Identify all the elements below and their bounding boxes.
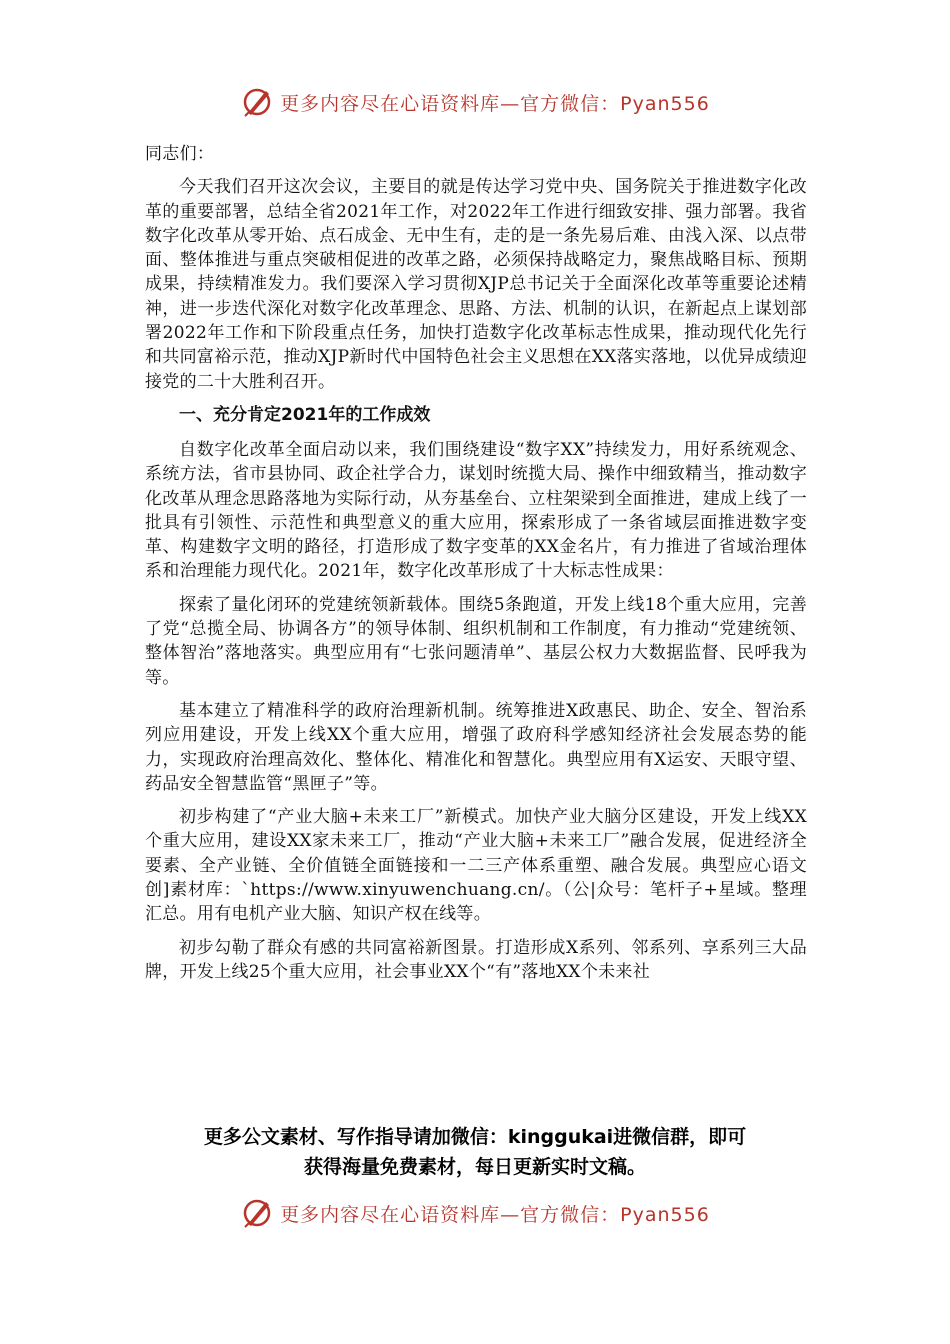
- promo-notice: [0, 1122, 950, 1182]
- document-body: [145, 142, 807, 993]
- footer-banner-text: 更多内容尽在心语资料库—官方微信：Pyan556: [280, 1203, 710, 1226]
- achievement-paragraph: 初步构建了“产业大脑+未来工厂”新模式。加快产业大脑分区建设，开发上线XX个重大应用，建设XX家未来工厂，推动“产业大脑+未来工厂”融合发展，促进经济全要素、全产业链、全价值链全面链接和一二三产体系重塑、融合发展。典型应心语文创]素材库：`https://www.xinyuwenchuang.cn/。（公|众号：笔杆子+星域。整理汇总。用有电机产业大脑、知识产权在线等。: [145, 807, 807, 925]
- promo-line: 更多公文素材、写作指导请加微信：kinggukai进微信群，即可: [203, 1126, 747, 1148]
- wechat-handle: Pyan556: [620, 1203, 710, 1226]
- section-heading: 一、充分肯定2021年的工作成效: [179, 404, 431, 425]
- header-banner-text: 更多内容尽在心语资料库—官方微信：Pyan556: [280, 92, 710, 115]
- quill-pen-logo-icon: [240, 85, 274, 119]
- achievement-paragraph: 探索了量化闭环的党建统领新载体。围绕5条跑道，开发上线18个重大应用，完善了党“总揽全局、协调各方”的领导体制、组织机制和工作制度，有力推动“党建统领、整体智治”落地落实。典型应用有“七张问题清单”、基层公权力大数据监督、民呼我为等。: [145, 594, 807, 688]
- promo-line: 获得海量免费素材，每日更新实时文稿。: [303, 1156, 646, 1178]
- footer-banner: [0, 1193, 950, 1233]
- quill-pen-logo-icon: [240, 1196, 274, 1230]
- achievement-paragraph: 基本建立了精准科学的政府治理新机制。统筹推进X政惠民、助企、安全、智治系列应用建设，开发上线XX个重大应用，增强了政府科学感知经济社会发展态势的能力，实现政府治理高效化、整体化、精准化和智慧化。典型应用有X运安、天眼守望、药品安全智慧监管“黑匣子”等。: [145, 700, 807, 794]
- section-intro-paragraph: 自数字化改革全面启动以来，我们围绕建设“数字XX”持续发力，用好系统观念、系统方法，省市县协同、政企社学合力，谋划时统揽大局、操作中细致精当，推动数字化改革从理念思路落地为实际行动，从夯基垒台、立柱架梁到全面推进，建成上线了一批具有引领性、示范性和典型意义的重大应用，探索形成了一条省域层面推进数字变革、构建数字文明的路径，打造形成了数字变革的XX金名片，有力推进了省域治理体系和治理能力现代化。2021年，数字化改革形成了十大标志性成果：: [145, 439, 807, 582]
- salutation: 同志们：: [145, 144, 215, 164]
- intro-paragraph: 今天我们召开这次会议，主要目的就是传达学习党中央、国务院关于推进数字化改革的重要部署，总结全省2021年工作，对2022年工作进行细致安排、强力部署。我省数字化改革从零开始、点石成金、无中生有，走的是一条先易后难、由浅入深、以点带面、整体推进与重点突破相促进的改革之路，必须保持战略定力，聚焦战略目标、预期成果，持续精准发力。我们要深入学习贯彻XJP总书记关于全面深化改革等重要论述精神，进一步迭代深化对数字化改革理念、思路、方法、机制的认识，在新起点上谋划部署2022年工作和下阶段重点任务，加快打造数字化改革标志性成果，推动现代化先行和共同富裕示范，推动XJP新时代中国特色社会主义思想在XX落实落地，以优异成绩迎接党的二十大胜利召开。: [145, 177, 807, 392]
- header-banner: [0, 82, 950, 122]
- achievement-paragraph: 初步勾勒了群众有感的共同富裕新图景。打造形成X系列、邻系列、享系列三大品牌，开发上线25个重大应用，社会事业XX个“有”落地XX个未来社: [145, 937, 807, 982]
- wechat-handle: Pyan556: [620, 92, 710, 115]
